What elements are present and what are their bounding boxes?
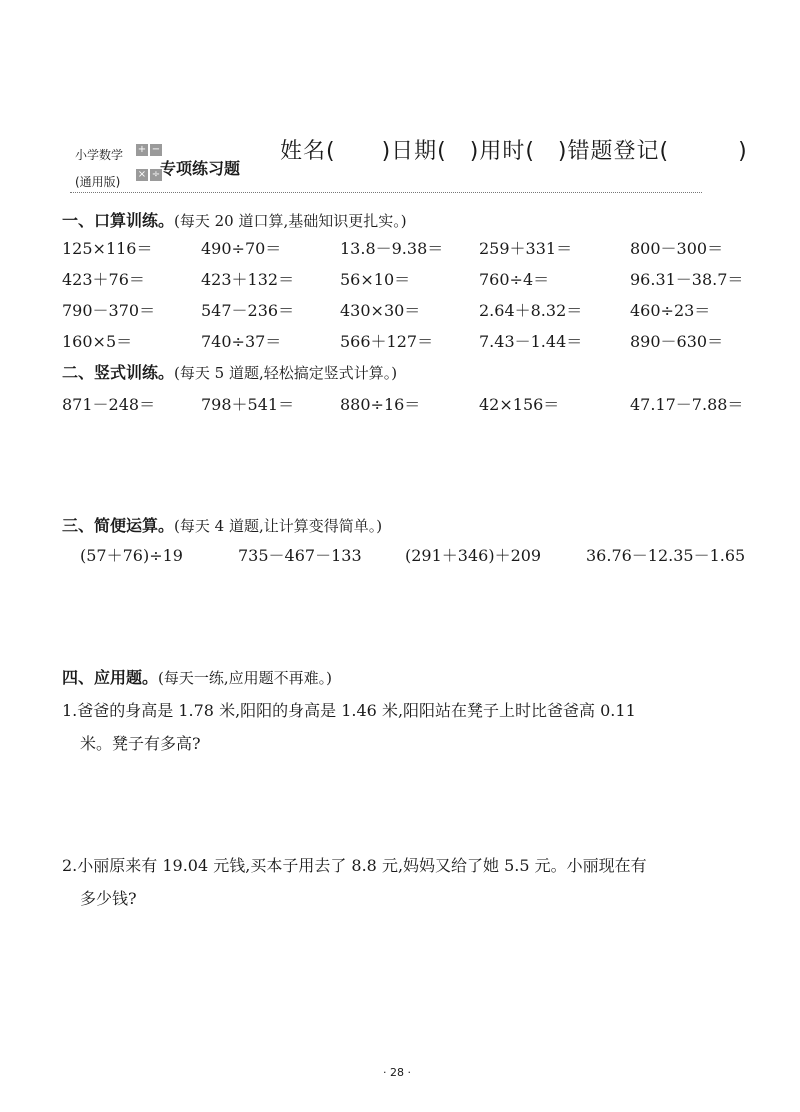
vertical-row [62,392,762,416]
oral-problem: 800－300＝ [630,239,724,258]
section4-heading [62,665,332,688]
vertical-problem: 798＋541＝ [201,395,295,414]
oral-problem: 490÷70＝ [201,239,282,258]
word-problem-2 [62,849,762,915]
date-field[interactable]: 日期( ) [391,139,480,164]
section3-heading [62,513,382,536]
section4-note: (每天一练,应用题不再难。) [158,669,332,687]
simplify-problem: 36.76－12.35－1.65 [586,546,746,565]
section3-note: (每天 4 道题,让计算变得简单。) [174,517,383,535]
section2-title: 二、竖式训练。 [62,363,175,382]
vertical-problem: 42×156＝ [479,395,560,414]
problem1-line1: 1.爸爸的身高是 1.78 米,阳阳的身高是 1.46 米,阳阳站在凳子上时比爸爸高 0.11 [62,701,636,720]
oral-problem: 566＋127＝ [340,332,434,351]
simplify-problem: (291＋346)＋209 [405,546,542,565]
oral-problem: 160×5＝ [62,332,133,351]
section3-title: 三、简便运算。 [62,516,175,535]
oral-row [62,267,762,291]
section1-note: (每天 20 道口算,基础知识更扎实。) [174,212,407,230]
brand-title: 专项练习题 [160,159,241,178]
oral-problem: 423＋76＝ [62,270,145,289]
oral-row [62,329,762,353]
oral-problem: 547－236＝ [201,301,295,320]
section2-heading [62,360,397,383]
simplify-row [80,543,770,567]
oral-problem: 2.64＋8.32＝ [479,301,583,320]
section1-title: 一、口算训练。 [62,211,175,230]
oral-problem: 890－630＝ [630,332,724,351]
brand-operators-logo [136,144,162,192]
oral-problem: 740÷37＝ [201,332,282,351]
simplify-problem: 735－467－133 [238,546,362,565]
oral-problem: 790－370＝ [62,301,156,320]
oral-problem: 423＋132＝ [201,270,295,289]
oral-problem: 760÷4＝ [479,270,550,289]
oral-problem: 7.43－1.44＝ [479,332,583,351]
oral-problem: 125×116＝ [62,239,153,258]
section4-title: 四、应用题。 [62,668,159,687]
oral-row [62,236,762,260]
problem2-line1: 2.小丽原来有 19.04 元钱,买本子用去了 8.8 元,妈妈又给了她 5.5 元。小丽现在有 [62,856,647,875]
error-log-field[interactable]: 错题登记( ) [567,139,748,164]
student-info-line [280,134,748,165]
oral-problem: 460÷23＝ [630,301,711,320]
header-divider [70,192,702,193]
times-icon: × [137,169,147,180]
simplify-problem: (57＋76)÷19 [80,546,183,565]
time-field[interactable]: 用时( ) [479,139,568,164]
word-problem-1 [62,694,762,760]
section1-heading [62,208,407,231]
oral-row [62,298,762,322]
problem1-line2: 米。凳子有多高? [80,734,201,753]
vertical-problem: 47.17－7.88＝ [630,395,744,414]
oral-problem: 56×10＝ [340,270,411,289]
vertical-problem: 880÷16＝ [340,395,421,414]
problem2-line2: 多少钱? [80,889,137,908]
minus-icon: − [151,144,161,155]
page-number: · 28 · [383,1066,411,1079]
name-field[interactable]: 姓名( ) [280,139,392,164]
brand-subject: 小学数学 [75,148,124,162]
plus-icon: + [137,144,147,155]
oral-problem: 259＋331＝ [479,239,573,258]
brand-edition: (通用版) [75,175,121,189]
vertical-problem: 871－248＝ [62,395,156,414]
divide-icon: ÷ [151,169,161,180]
oral-problem: 13.8－9.38＝ [340,239,444,258]
oral-problem: 430×30＝ [340,301,421,320]
oral-problem: 96.31－38.7＝ [630,270,744,289]
section2-note: (每天 5 道题,轻松搞定竖式计算。) [174,364,398,382]
